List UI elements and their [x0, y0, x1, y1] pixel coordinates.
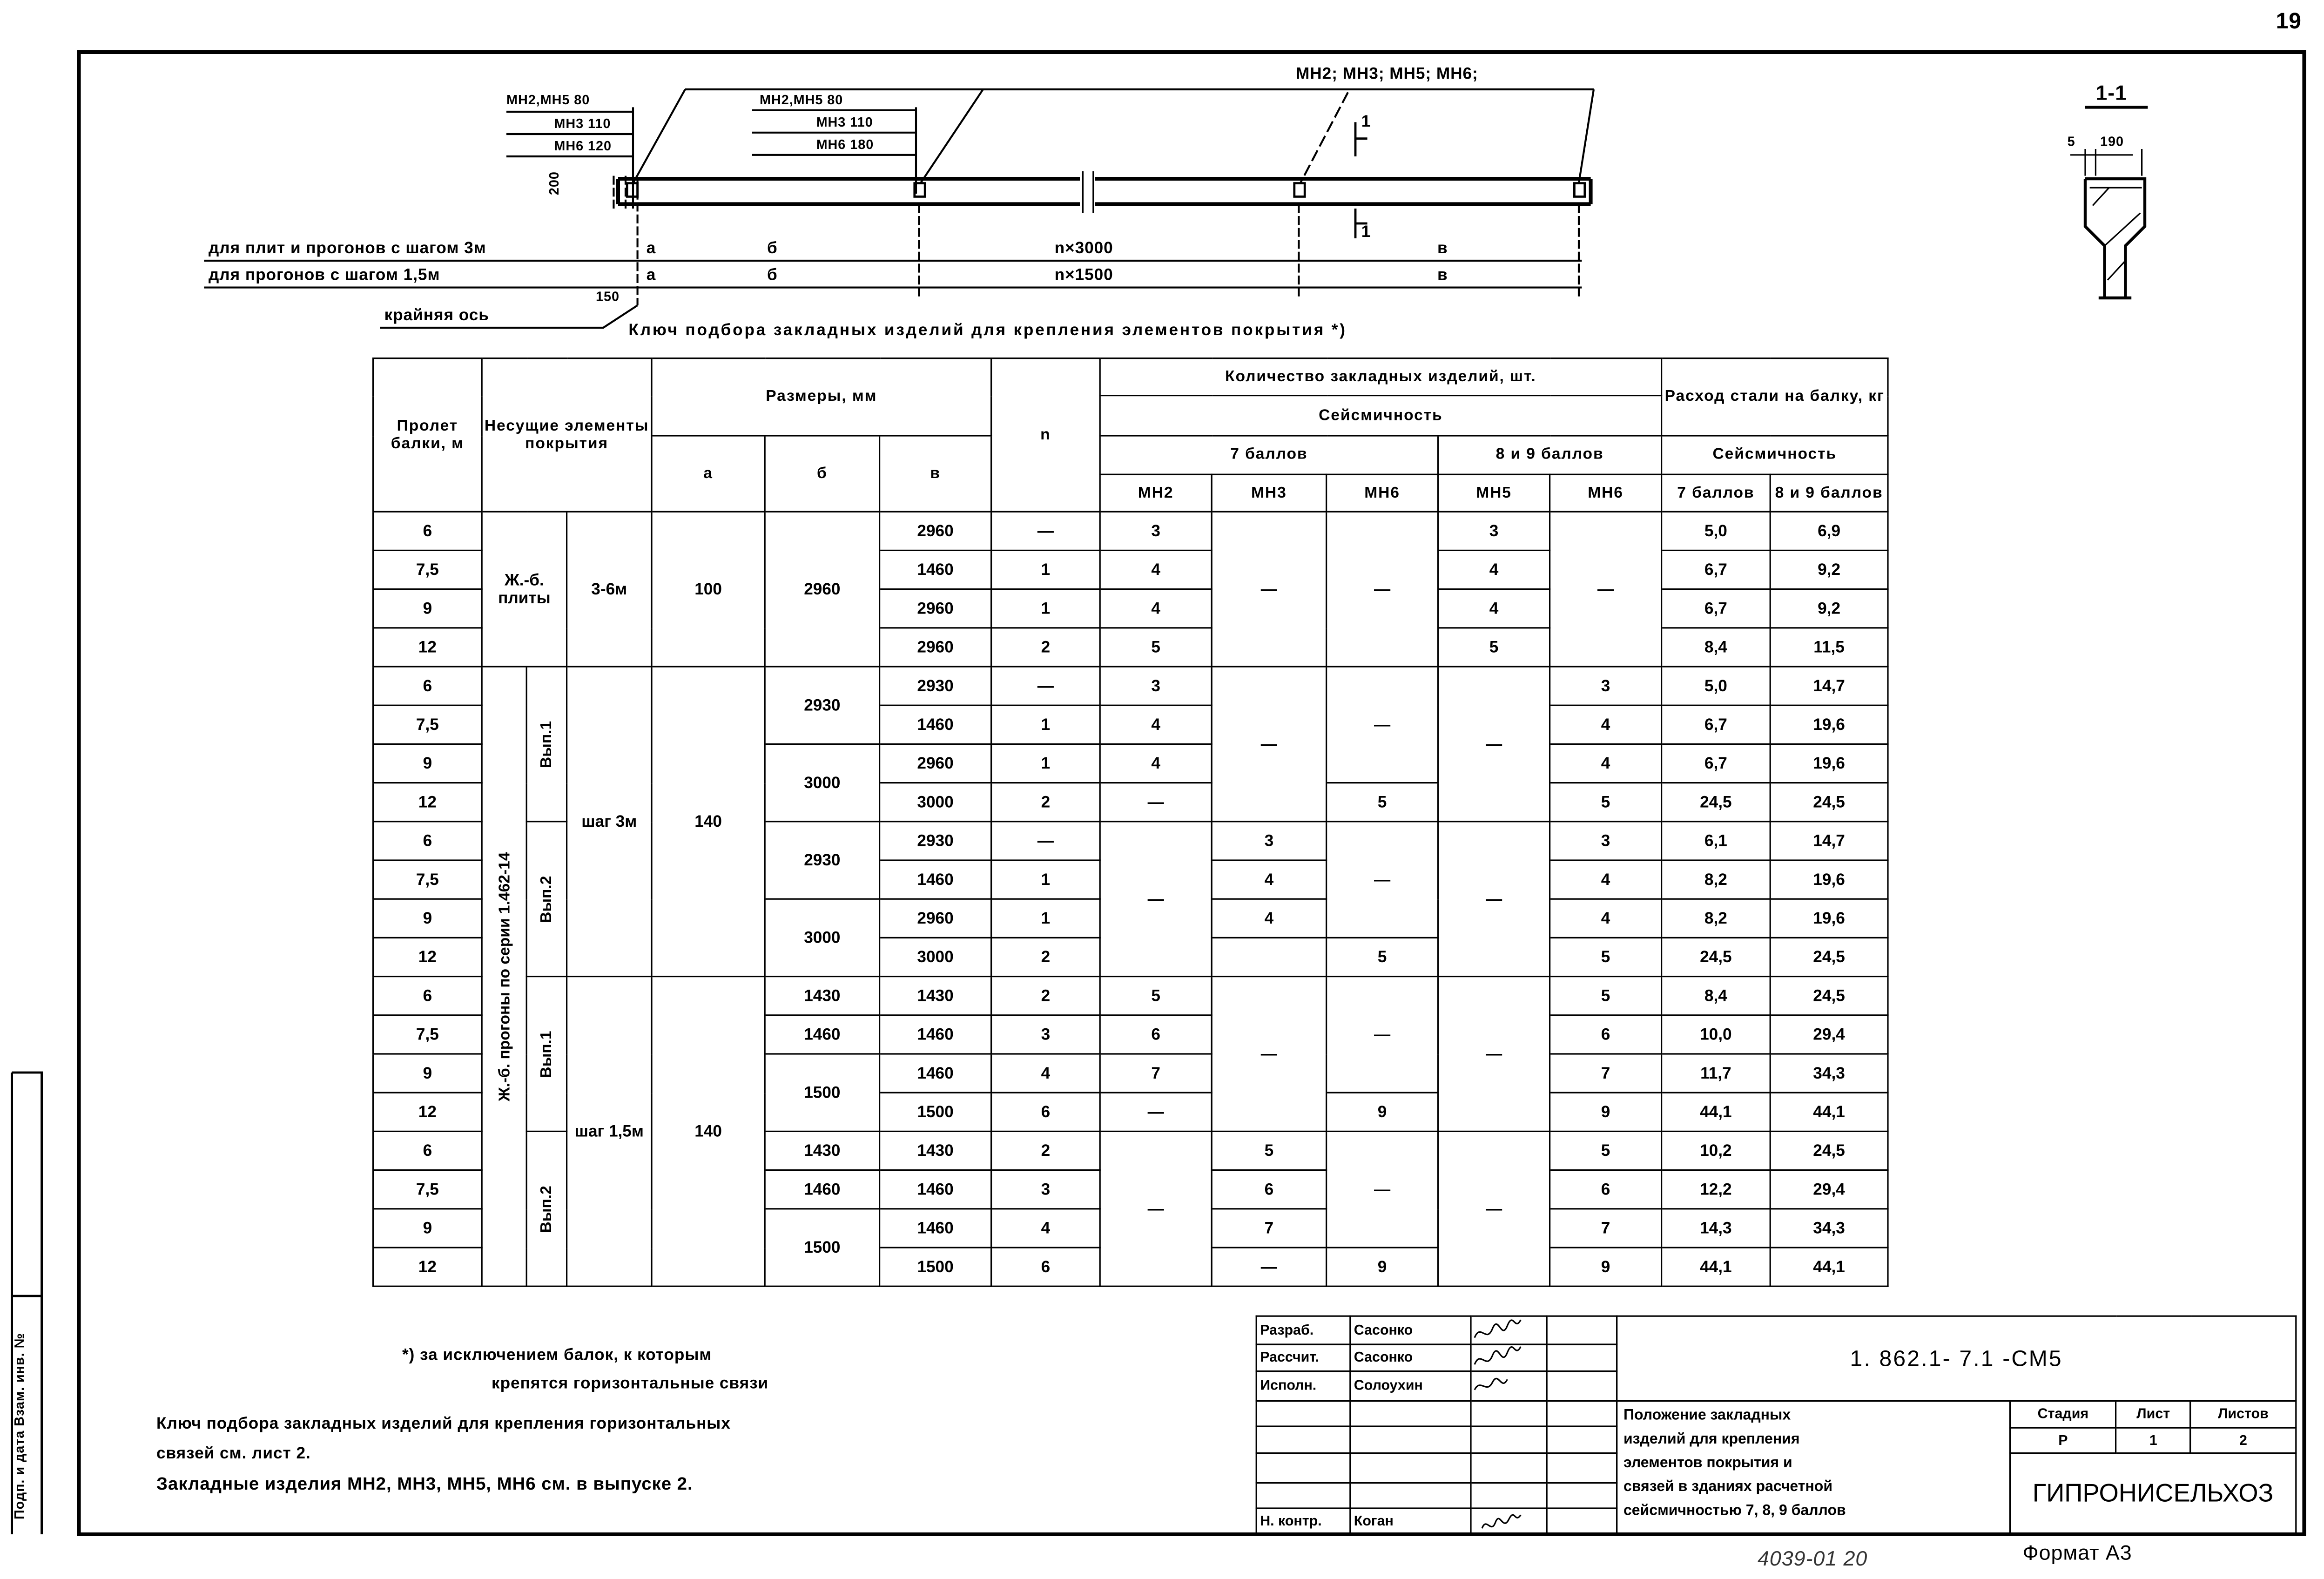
table-cell: 6,9 [1770, 512, 1888, 550]
table-cell: 140 [652, 977, 765, 1287]
header-cell: Размеры, мм [652, 358, 991, 436]
header-cell: 7 баллов [1662, 474, 1771, 512]
table-cell: 12 [373, 938, 482, 976]
vertical-cell-text: Вып.1 [538, 1030, 556, 1078]
table-cell: 5 [1100, 977, 1212, 1015]
table-cell: 1500 [880, 1093, 991, 1131]
margin-stamp-text: Подп. и дата Взам. инв. № [12, 1333, 27, 1519]
height-dimension: 200 [546, 171, 562, 196]
table-cell: 3000 [765, 899, 879, 976]
table-cell: 6,1 [1662, 822, 1771, 860]
table-cell: 24,5 [1662, 938, 1771, 976]
table-cell: 1460 [880, 705, 991, 744]
table-row [373, 512, 1888, 550]
edge-axis-label: крайняя ось [384, 307, 489, 325]
table-cell: 6 [1100, 1015, 1212, 1054]
table-cell: 12 [373, 783, 482, 822]
table-cell: 2960 [880, 628, 991, 667]
table-cell: 7 [1212, 1209, 1326, 1248]
table-cell [1212, 938, 1326, 976]
table-cell: 4 [991, 1209, 1100, 1248]
header-cell: б [765, 436, 879, 512]
role: Рассчит. [1256, 1344, 1350, 1371]
table-cell: 7,5 [373, 1170, 482, 1209]
table-cell: 1 [991, 744, 1100, 783]
table-cell: 1500 [880, 1248, 991, 1286]
table-cell: 14,7 [1770, 822, 1888, 860]
table-cell: 2960 [880, 899, 991, 938]
table-title: Ключ подбора закладных изделий для крепления элементов покрытия *) [628, 322, 1347, 340]
table-cell: — [1327, 977, 1438, 1093]
table-cell: 24,5 [1770, 938, 1888, 976]
table-cell: 1460 [880, 860, 991, 899]
table-cell: 4 [1550, 705, 1662, 744]
table-cell: 4 [1100, 744, 1212, 783]
table-cell: 100 [652, 512, 765, 667]
table-cell: 34,3 [1770, 1209, 1888, 1248]
table-cell: — [1212, 512, 1326, 667]
table-cell: 3 [1438, 512, 1550, 550]
table-cell: 3 [1100, 512, 1212, 550]
table-cell: 140 [652, 667, 765, 977]
footnote-line-1: *) за исключением балок, к которым [402, 1346, 712, 1365]
table-cell: 10,0 [1662, 1015, 1771, 1054]
table-cell: — [1327, 667, 1438, 783]
header-cell: Расход стали на балку, кг [1662, 358, 1888, 436]
table-cell: 9 [1550, 1248, 1662, 1286]
role: Разраб. [1256, 1316, 1350, 1344]
table-cell: 4 [1100, 705, 1212, 744]
vertical-cell-text: Вып.2 [538, 875, 556, 923]
table-cell: 7 [1100, 1054, 1212, 1093]
header-cell: Пролет балки, м [373, 358, 482, 512]
table-cell: 6 [1550, 1170, 1662, 1209]
table-cell: 14,3 [1662, 1209, 1771, 1248]
dim-n-2: n×1500 [1054, 266, 1113, 285]
table-cell: 9 [373, 899, 482, 938]
table-cell: 8,4 [1662, 977, 1771, 1015]
table-cell: 2 [991, 938, 1100, 976]
table-cell: 6 [1550, 1015, 1662, 1054]
table-cell: 5,0 [1662, 512, 1771, 550]
table-cell: 8,4 [1662, 628, 1771, 667]
table-cell: 44,1 [1770, 1093, 1888, 1131]
left-mark-3: МН6 120 [554, 138, 612, 154]
person-name: Сасонко [1350, 1316, 1471, 1344]
table-cell: 19,6 [1770, 744, 1888, 783]
table-cell: 7,5 [373, 705, 482, 744]
table-cell: 5 [1550, 977, 1662, 1015]
header-cell: Сейсмичность [1662, 436, 1888, 474]
table-cell: 4 [1100, 589, 1212, 628]
table-cell: 5 [1438, 628, 1550, 667]
left-mark-1: МН2,МН5 80 [506, 92, 590, 108]
left-mark-2: МН3 110 [554, 116, 611, 131]
table-cell: 5,0 [1662, 667, 1771, 705]
header-cell: 7 баллов [1100, 436, 1438, 474]
table-cell [526, 1131, 566, 1286]
table-cell: 3 [1550, 667, 1662, 705]
table-cell: 2960 [765, 512, 879, 667]
header-cell: а [652, 436, 765, 512]
note-line-3: Закладные изделия МН2, МН3, МН5, МН6 см. в выпуске 2. [156, 1473, 693, 1494]
table-cell: 9 [1550, 1093, 1662, 1131]
table-cell: — [1100, 822, 1212, 977]
table-cell: 3 [1100, 667, 1212, 705]
footnote-line-2: крепятся горизонтальные связи [492, 1375, 769, 1393]
header-cell: МН5 [1438, 474, 1550, 512]
table-cell: 2960 [880, 589, 991, 628]
table-body [373, 512, 1888, 1286]
dim-b-2: б [767, 266, 778, 285]
table-cell: 1 [991, 860, 1100, 899]
table-cell: 9 [1327, 1248, 1438, 1286]
section-mark-top: 1 [1361, 113, 1371, 131]
table-cell: 6 [373, 822, 482, 860]
embedded-parts-key-table [372, 358, 1889, 1287]
table-cell: 5 [1550, 1131, 1662, 1170]
table-cell: 24,5 [1770, 977, 1888, 1015]
organization-name: ГИПРОНИСЕЛЬХОЗ [2010, 1453, 2296, 1535]
table-cell: 19,6 [1770, 899, 1888, 938]
sheets-value: 2 [2190, 1428, 2296, 1453]
table-cell [526, 977, 566, 1132]
table-cell: 8,2 [1662, 860, 1771, 899]
table-cell: — [1100, 1093, 1212, 1131]
table-cell: 1460 [765, 1170, 879, 1209]
table-cell: 1430 [765, 977, 879, 1015]
leader-label: МН2; МН3; МН5; МН6; [1296, 65, 1478, 84]
table-cell: 6 [373, 977, 482, 1015]
table-cell: 2 [991, 977, 1100, 1015]
vertical-cell-text: Ж.-б. прогоны по серии 1.462-14 [495, 851, 513, 1101]
description-line: связей в зданиях расчетной [1623, 1479, 1832, 1496]
table-cell: 19,6 [1770, 860, 1888, 899]
header-row [373, 358, 1888, 396]
mid-mark-3: МН6 180 [816, 137, 874, 152]
table-cell: 1460 [880, 1054, 991, 1093]
table-cell: 3-6м [567, 512, 652, 667]
table-cell: 4 [991, 1054, 1100, 1093]
table-cell: 12 [373, 1093, 482, 1131]
table-cell: 2 [991, 628, 1100, 667]
table-cell: 1500 [765, 1054, 879, 1131]
section-title: 1-1 [2095, 80, 2128, 104]
table-cell: 1430 [765, 1131, 879, 1170]
table-cell: — [1438, 1131, 1550, 1286]
table-cell [526, 667, 566, 822]
table-cell: 10,2 [1662, 1131, 1771, 1170]
table-cell: 44,1 [1662, 1093, 1771, 1131]
header-cell: 8 и 9 баллов [1438, 436, 1662, 474]
table-cell: 11,7 [1662, 1054, 1771, 1093]
table-cell: 4 [1550, 899, 1662, 938]
header-cell: Количество закладных изделий, шт. [1100, 358, 1661, 396]
person-name: Коган [1350, 1508, 1471, 1535]
sheet-label: Лист [2116, 1401, 2190, 1428]
table-cell: 4 [1550, 860, 1662, 899]
table-row [373, 667, 1888, 705]
stage-label: Стадия [2010, 1401, 2116, 1428]
table-cell: — [1438, 667, 1550, 822]
table-cell: 6,7 [1662, 589, 1771, 628]
page-number: 19 [2276, 9, 2302, 34]
table-cell: 34,3 [1770, 1054, 1888, 1093]
table-cell: 9 [373, 1054, 482, 1093]
sheets-label: Листов [2190, 1401, 2296, 1428]
table-cell: 8,2 [1662, 899, 1771, 938]
table-cell: 3000 [765, 744, 879, 821]
dim-a-2: а [646, 266, 656, 285]
vertical-cell-text: Вып.2 [538, 1185, 556, 1233]
table-cell: 1 [991, 899, 1100, 938]
description-line: элементов покрытия и [1623, 1455, 1792, 1472]
table-cell: — [1327, 512, 1438, 667]
table-cell: 1 [991, 550, 1100, 589]
table-cell: 3 [1212, 822, 1326, 860]
table-cell: 6 [991, 1248, 1100, 1286]
table-cell: 1430 [880, 1131, 991, 1170]
table-cell: 6,7 [1662, 550, 1771, 589]
table-cell: — [1438, 977, 1550, 1132]
table-cell: 7 [1550, 1054, 1662, 1093]
table-cell: — [1212, 1248, 1326, 1286]
table-cell: 29,4 [1770, 1170, 1888, 1209]
table-cell: 2930 [880, 822, 991, 860]
header-cell: МН6 [1550, 474, 1662, 512]
header-cell: МН3 [1212, 474, 1326, 512]
table-cell: 12,2 [1662, 1170, 1771, 1209]
section-dim-5: 5 [2067, 134, 2075, 149]
section-mark-bottom: 1 [1361, 223, 1371, 242]
table-cell: 1460 [880, 550, 991, 589]
table-cell: 9 [373, 589, 482, 628]
table-cell: — [1327, 822, 1438, 938]
table-cell: — [1100, 1131, 1212, 1286]
leader-lines [506, 89, 1594, 209]
table-cell: 6 [373, 512, 482, 550]
header-cell: Сейсмичность [1100, 396, 1661, 436]
table-cell: 9 [373, 1209, 482, 1248]
stage-value: Р [2010, 1428, 2116, 1453]
table-cell: 19,6 [1770, 705, 1888, 744]
table-cell: — [1212, 667, 1326, 822]
table-cell: 1 [991, 589, 1100, 628]
header-cell: Несущие элементы покрытия [482, 358, 652, 512]
table-cell: 9 [1327, 1093, 1438, 1131]
table-header [373, 358, 1888, 512]
table-cell: 3 [991, 1170, 1100, 1209]
table-cell: 1460 [880, 1209, 991, 1248]
table-cell: 2960 [880, 512, 991, 550]
table-cell [526, 822, 566, 977]
table-cell: 4 [1438, 550, 1550, 589]
table-cell: 2 [991, 1131, 1100, 1170]
table-cell: 7 [1550, 1209, 1662, 1248]
sheet-format: Формат А3 [2022, 1540, 2132, 1564]
row-label-1-5m: для прогонов с шагом 1,5м [209, 266, 440, 285]
note-line-1: Ключ подбора закладных изделий для крепления горизонтальных [156, 1415, 731, 1433]
table-cell: 4 [1212, 899, 1326, 938]
header-cell: 8 и 9 баллов [1770, 474, 1888, 512]
table-cell: — [991, 822, 1100, 860]
table-cell: 9,2 [1770, 550, 1888, 589]
table-cell: 12 [373, 628, 482, 667]
archive-number: 4039-01 20 [1758, 1546, 1868, 1570]
header-cell: в [880, 436, 991, 512]
vertical-cell-text: Вып.1 [538, 720, 556, 768]
table-cell: 3000 [880, 938, 991, 976]
dim-a-1: а [646, 240, 656, 258]
table-cell: 9,2 [1770, 589, 1888, 628]
table-cell: — [1100, 783, 1212, 822]
table-cell: 1460 [880, 1015, 991, 1054]
row-label-3m: для плит и прогонов с шагом 3м [209, 240, 486, 258]
dim-c-1: в [1437, 240, 1448, 258]
dim-c-2: в [1437, 266, 1448, 285]
table-cell: 44,1 [1770, 1248, 1888, 1286]
role: Н. контр. [1256, 1508, 1350, 1535]
table-cell: 2930 [765, 822, 879, 899]
table-row [373, 977, 1888, 1015]
dim-b-1: б [767, 240, 778, 258]
table-cell: 29,4 [1770, 1015, 1888, 1054]
table-cell: 14,7 [1770, 667, 1888, 705]
header-cell: МН2 [1100, 474, 1212, 512]
person-name: Сасонко [1350, 1344, 1471, 1371]
table-cell: 1460 [880, 1170, 991, 1209]
table-cell: 24,5 [1662, 783, 1771, 822]
table-cell: 3 [1550, 822, 1662, 860]
table-cell: 12 [373, 1248, 482, 1286]
table-cell: 24,5 [1770, 1131, 1888, 1170]
table-cell: 6,7 [1662, 744, 1771, 783]
table-cell: 7,5 [373, 860, 482, 899]
note-line-2: связей см. лист 2. [156, 1445, 311, 1463]
title-block-main [1616, 1316, 2297, 1536]
table-cell: — [1212, 977, 1326, 1132]
table-cell: 9 [373, 744, 482, 783]
edge-dimension: 150 [596, 289, 620, 304]
table-cell: 5 [1550, 938, 1662, 976]
table-cell: 2930 [765, 667, 879, 744]
table-cell: 5 [1327, 783, 1438, 822]
section-dim-190: 190 [2100, 134, 2124, 149]
mid-mark-1: МН2,МН5 80 [760, 92, 843, 108]
table-cell: 2930 [880, 667, 991, 705]
table-cell: 1 [991, 705, 1100, 744]
table-cell: шаг 3м [567, 667, 652, 977]
table-cell: 4 [1212, 860, 1326, 899]
table-cell: 2960 [880, 744, 991, 783]
table-cell: 44,1 [1662, 1248, 1771, 1286]
table-cell: 5 [1550, 783, 1662, 822]
document-description [1617, 1401, 2010, 1535]
table-cell: 1430 [880, 977, 991, 1015]
beam-elevation [618, 171, 1591, 213]
table-cell: — [1550, 512, 1662, 667]
dim-n-1: n×3000 [1054, 240, 1113, 258]
description-line: изделий для крепления [1623, 1431, 1800, 1448]
table-cell: 7,5 [373, 550, 482, 589]
header-cell: МН6 [1327, 474, 1438, 512]
table-cell: 4 [1550, 744, 1662, 783]
role: Исполн. [1256, 1371, 1350, 1401]
table-cell: — [991, 667, 1100, 705]
table-cell: 1460 [765, 1015, 879, 1054]
table-cell: 24,5 [1770, 783, 1888, 822]
title-block-signatures [1256, 1316, 1618, 1536]
table-cell: 1500 [765, 1209, 879, 1286]
table-cell: 6 [1212, 1170, 1326, 1209]
table-cell: 11,5 [1770, 628, 1888, 667]
document-code: 1. 862.1- 7.1 -СМ5 [1617, 1316, 2296, 1401]
sheet-value: 1 [2116, 1428, 2190, 1453]
description-line: сейсмичностью 7, 8, 9 баллов [1623, 1503, 1846, 1519]
mid-mark-2: МН3 110 [816, 115, 873, 130]
table-cell: 6 [373, 667, 482, 705]
table-cell: шаг 1,5м [567, 977, 652, 1287]
table-cell: 7,5 [373, 1015, 482, 1054]
table-cell: — [991, 512, 1100, 550]
table-cell: 6,7 [1662, 705, 1771, 744]
table-cell: 3 [991, 1015, 1100, 1054]
table-cell: 5 [1100, 628, 1212, 667]
table-cell: 2 [991, 783, 1100, 822]
table-cell: 6 [373, 1131, 482, 1170]
table-cell: 5 [1327, 938, 1438, 976]
table-cell: 4 [1100, 550, 1212, 589]
table-cell: 3000 [880, 783, 991, 822]
table-cell: 4 [1438, 589, 1550, 628]
table-cell [482, 667, 526, 1286]
header-cell: n [991, 358, 1100, 512]
table-cell: — [1438, 822, 1550, 977]
description-line: Положение закладных [1623, 1408, 1791, 1424]
table-cell: 5 [1212, 1131, 1326, 1170]
table-cell: — [1327, 1131, 1438, 1248]
table-cell: 6 [991, 1093, 1100, 1131]
person-name: Солоухин [1350, 1371, 1471, 1401]
table-cell: Ж.-б. плиты [482, 512, 566, 667]
